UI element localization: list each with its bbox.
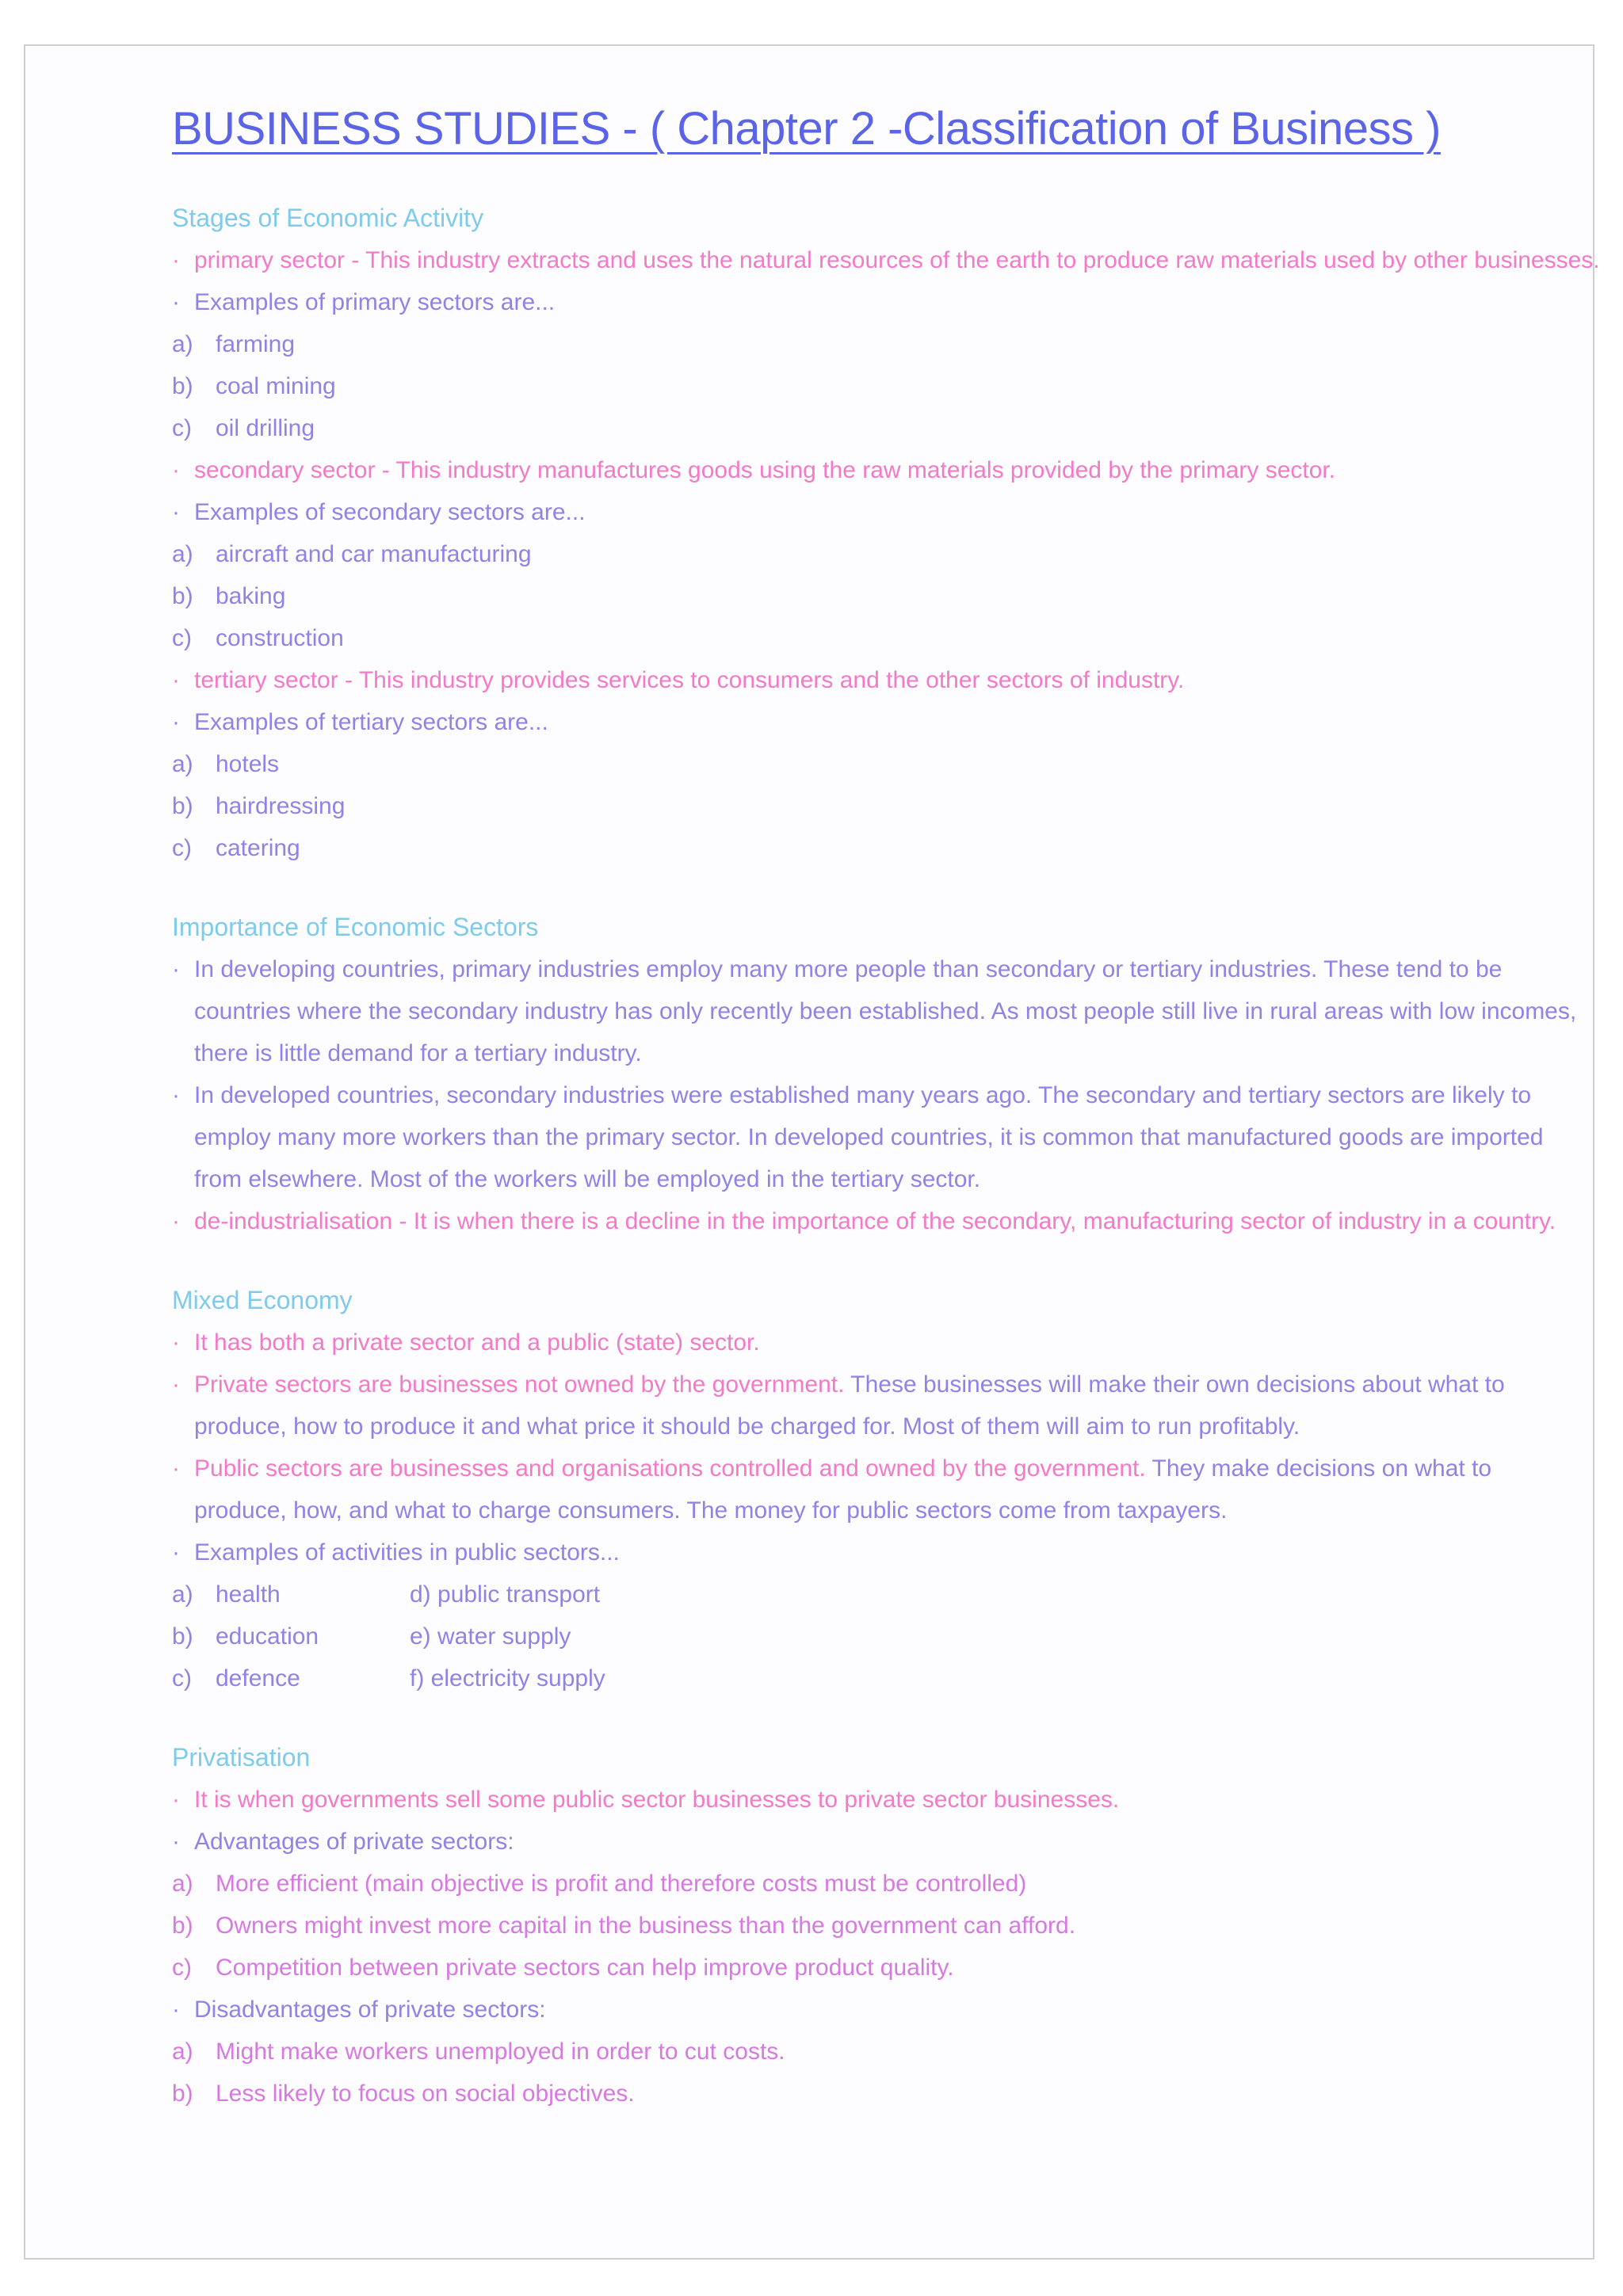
public-sector-definition: Public sectors are businesses and organisations controlled and owned by the government.	[194, 1455, 1146, 1482]
bullet-mark: ·	[172, 1539, 180, 1566]
bullet-mark: ·	[172, 1081, 180, 1108]
bullet-mark: ·	[172, 666, 180, 693]
primary-sector-definition: · primary sector - This industry extracts and uses the natural resources of the earth to produce raw materials used by other businesses.	[172, 239, 1583, 281]
list-item: a) More efficient (main objective is profit and therefore costs must be controlled)	[172, 1870, 1027, 1897]
disadvantages-intro: · Disadvantages of private sectors:	[172, 1989, 1583, 2031]
page-title: BUSINESS STUDIES - ( Chapter 2 -Classification of Business )	[172, 103, 1441, 154]
list-item: c) catering	[172, 834, 300, 861]
bullet-mark: ·	[172, 246, 180, 273]
private-sector-paragraph	[172, 1363, 1583, 1447]
list-item: a) health d) public transport	[172, 1581, 601, 1608]
advantages-intro: · Advantages of private sectors:	[172, 1821, 1583, 1863]
bullet-mark: ·	[172, 288, 180, 315]
section-heading-mixed: Mixed Economy	[172, 1285, 353, 1314]
bullet-mark: ·	[172, 955, 180, 982]
bullet-mark: ·	[172, 498, 180, 525]
tertiary-sector-definition: · tertiary sector - This industry provides services to consumers and the other sectors of industry.	[172, 659, 1583, 701]
section-heading-importance: Importance of Economic Sectors	[172, 912, 539, 941]
tertiary-examples-intro: · Examples of tertiary sectors are...	[172, 701, 1583, 743]
public-sector-paragraph	[172, 1447, 1583, 1531]
list-item: a) Might make workers unemployed in order to cut costs.	[172, 2038, 785, 2065]
private-sector-description: These businesses will make their own decisions about what to produce, how to produce it and what price it should be charged for. Most of them will aim to run profitably.	[194, 1371, 1505, 1440]
list-item: a) hotels	[172, 750, 280, 777]
list-item: b) Less likely to focus on social objectives.	[172, 2080, 635, 2107]
list-item: b) education e) water supply	[172, 1623, 571, 1650]
bullet-mark: ·	[172, 1828, 180, 1855]
privatisation-definition: · It is when governments sell some public sector businesses to private sector businesses.	[172, 1779, 1583, 1821]
bullet-mark: ·	[172, 1207, 180, 1234]
mixed-economy-definition: · It has both a private sector and a public (state) sector.	[172, 1322, 1583, 1363]
list-item: c) defence f) electricity supply	[172, 1665, 605, 1691]
public-sector-description: They make decisions on what to produce, how, and what to charge consumers. The money for public sectors come from taxpayers.	[194, 1455, 1492, 1524]
private-sector-definition: Private sectors are businesses not owned by the government.	[194, 1371, 845, 1398]
list-item: a) farming	[172, 330, 296, 357]
section-stages	[172, 196, 1600, 869]
public-examples-intro: · Examples of activities in public sectors...	[172, 1531, 1583, 1573]
bullet-mark: ·	[172, 1371, 180, 1398]
bullet-mark: ·	[172, 1329, 180, 1356]
list-item: a) aircraft and car manufacturing	[172, 540, 532, 567]
developed-countries-paragraph: · In developed countries, secondary industries were established many years ago. The secondary and tertiary sectors are likely to employ many more workers than the primary sector. In developed countries, it is common that manufactured goods are imported from elsewhere. Most of the workers will be employed in the tertiary sector.	[172, 1074, 1583, 1200]
section-mixed-economy	[172, 1279, 1583, 1699]
document-page	[24, 44, 1600, 2260]
bullet-mark: ·	[172, 1786, 180, 1813]
primary-examples-intro: · Examples of primary sectors are...	[172, 281, 1583, 323]
list-item: b) baking	[172, 582, 286, 609]
list-item: b) coal mining	[172, 372, 336, 399]
list-item: b) Owners might invest more capital in the business than the government can afford.	[172, 1912, 1076, 1939]
secondary-examples-intro: · Examples of secondary sectors are...	[172, 491, 1583, 533]
bullet-mark: ·	[172, 708, 180, 735]
section-heading-stages: Stages of Economic Activity	[172, 203, 484, 232]
list-item: c) Competition between private sectors can help improve product quality.	[172, 1954, 954, 1981]
bullet-mark: ·	[172, 1455, 180, 1482]
list-item: c) construction	[172, 624, 344, 651]
list-item: c) oil drilling	[172, 414, 315, 441]
bullet-mark: ·	[172, 456, 180, 483]
section-heading-privatisation: Privatisation	[172, 1742, 311, 1772]
developing-countries-paragraph: · In developing countries, primary industries employ many more people than secondary or tertiary industries. These tend to be countries where the secondary industry has only recently been established. As most people still live in rural areas with low incomes, there is little demand for a tertiary industry.	[172, 948, 1583, 1074]
document-content	[172, 101, 1600, 2151]
list-item: b) hairdressing	[172, 792, 346, 819]
section-privatisation	[172, 1736, 1583, 2115]
secondary-sector-definition: · secondary sector - This industry manufactures goods using the raw materials provided by the primary sector.	[172, 449, 1583, 491]
deindustrialisation-definition: · de-industrialisation - It is when there is a decline in the importance of the secondary, manufacturing sector of industry in a country.	[172, 1200, 1583, 1242]
bullet-mark: ·	[172, 1996, 180, 2023]
section-importance	[172, 906, 1583, 1242]
